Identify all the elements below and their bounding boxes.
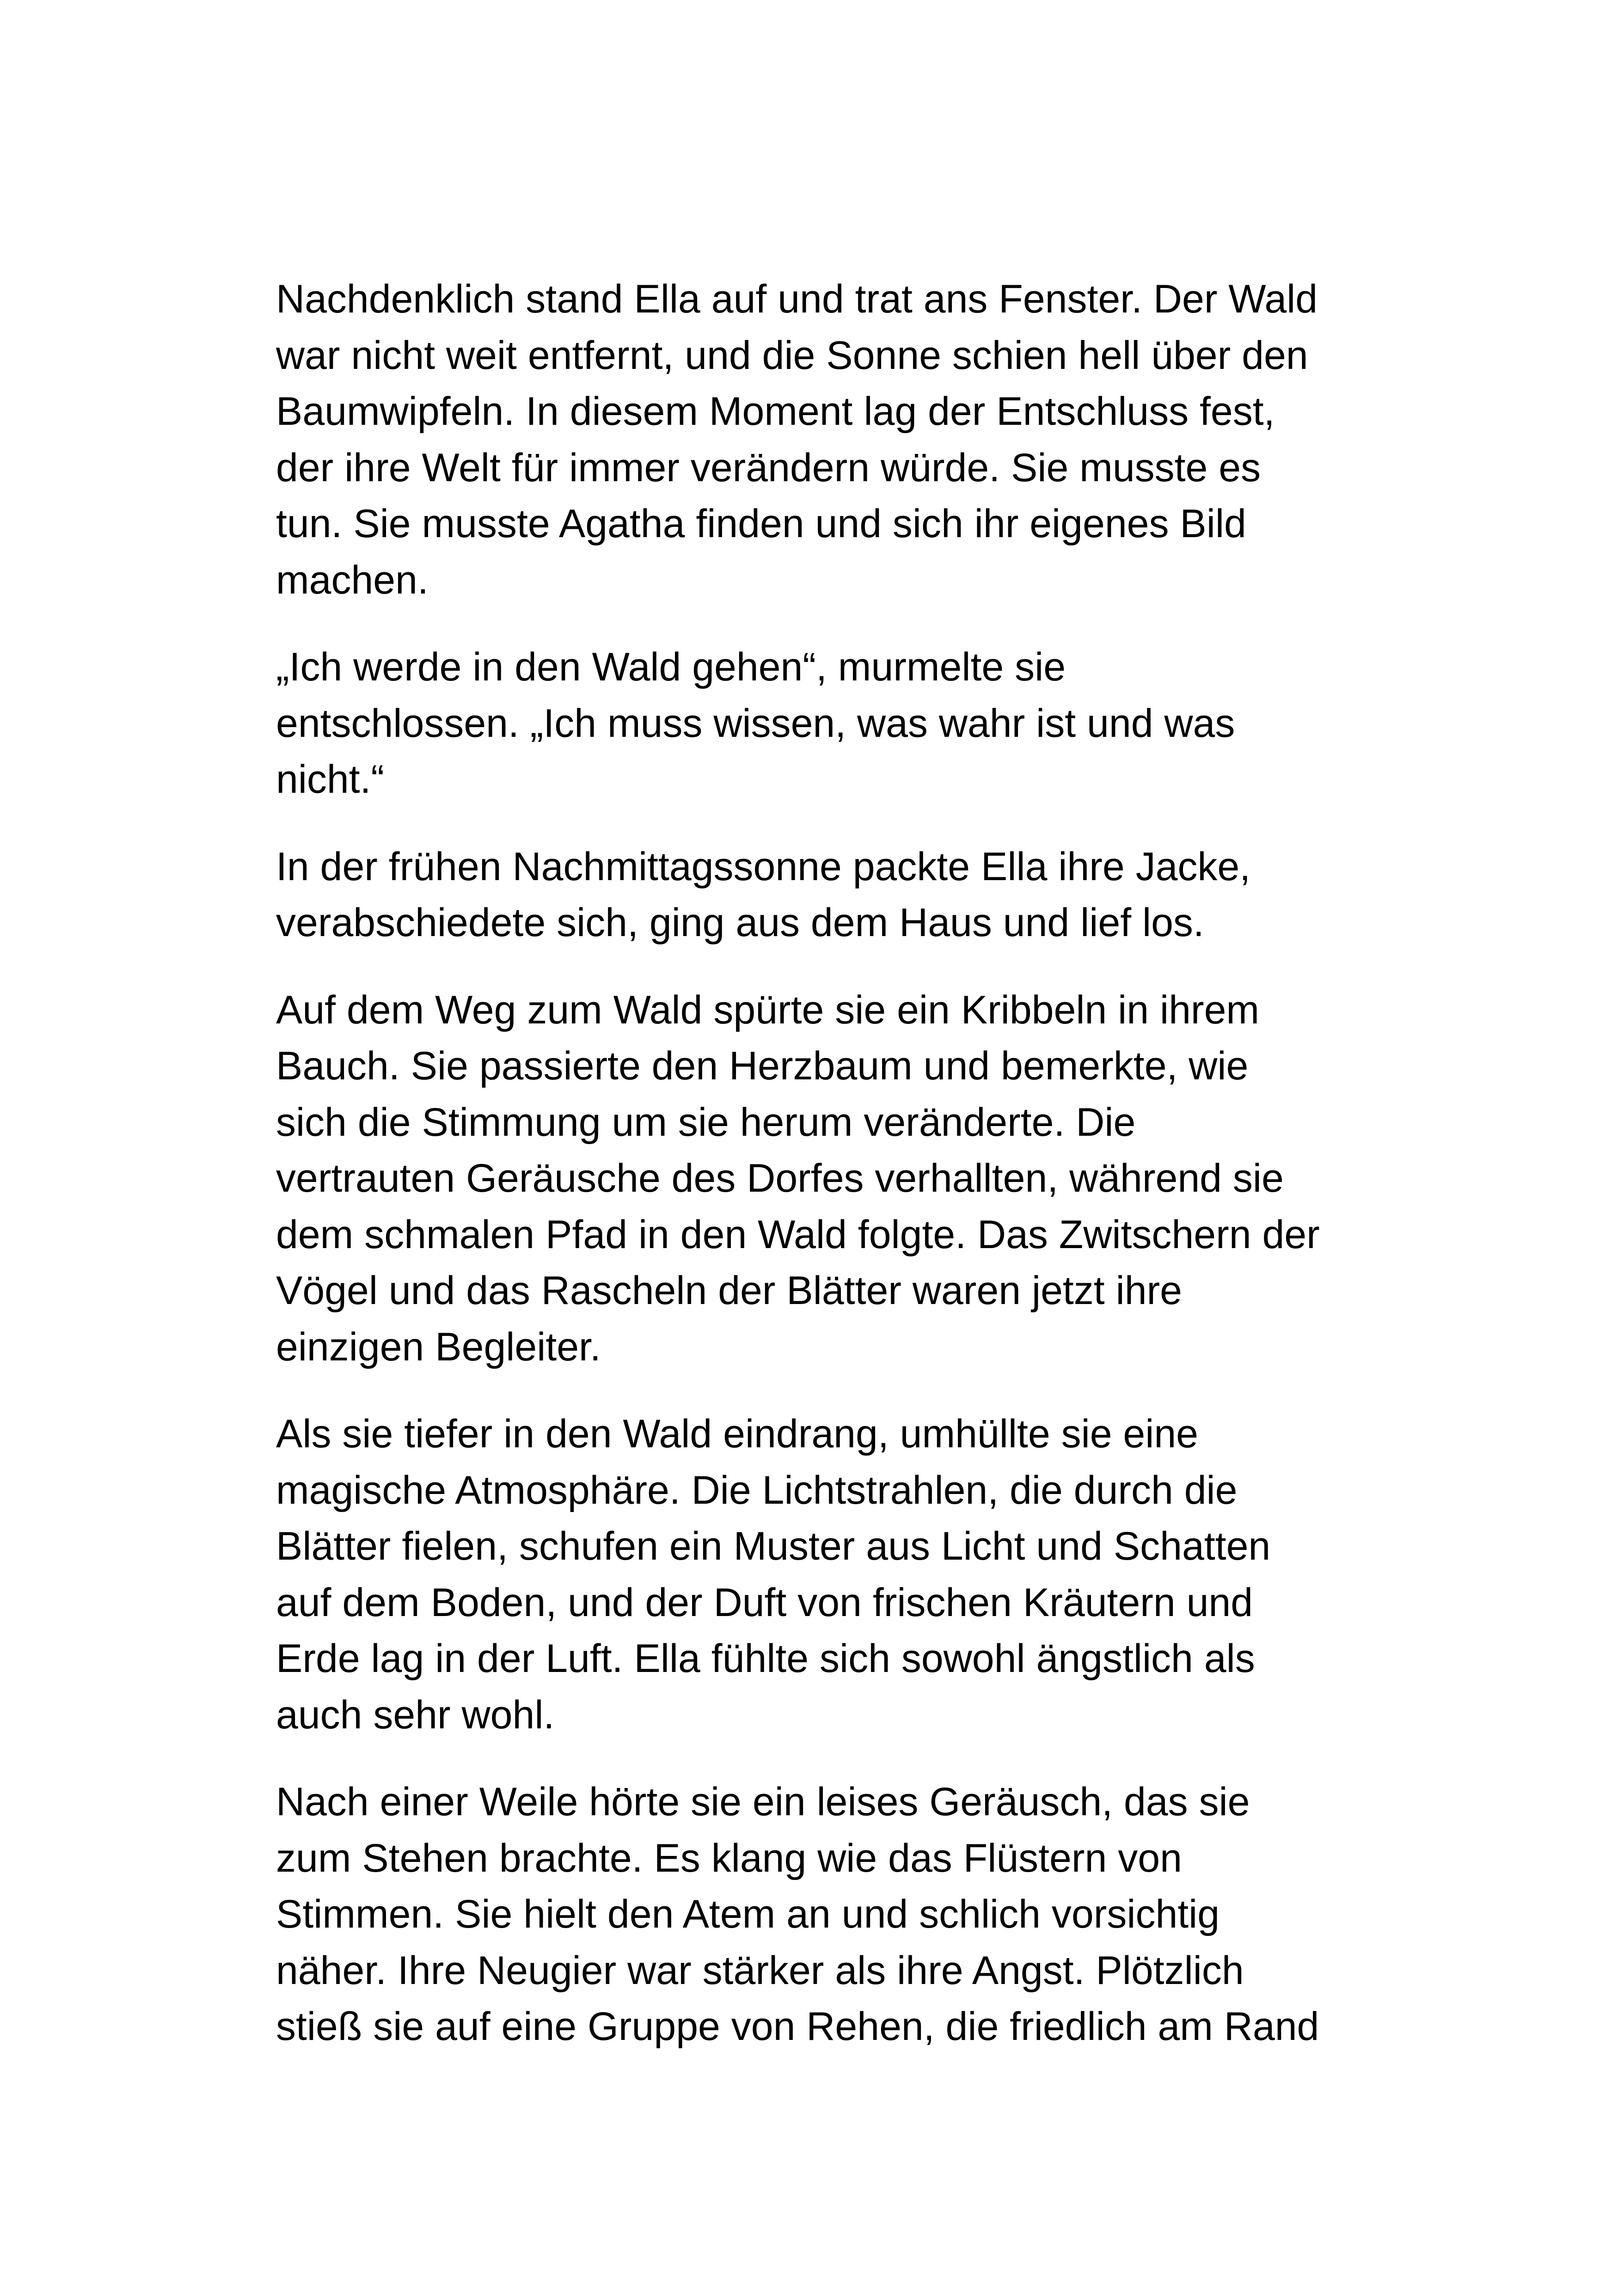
text-line: war nicht weit entfernt, und die Sonne schien hell über den <box>276 333 1308 378</box>
text-line: vertrauten Geräusche des Dorfes verhallten, während sie <box>276 1156 1284 1200</box>
text-line: nicht.“ <box>276 757 385 802</box>
text-line: auch sehr wohl. <box>276 1692 555 1737</box>
text-line: Erde lag in der Luft. Ella fühlte sich sowohl ängstlich als <box>276 1636 1255 1681</box>
text-line: einzigen Begleiter. <box>276 1324 601 1369</box>
paragraph-6 <box>276 1774 1367 2055</box>
text-line: tun. Sie musste Agatha finden und sich ihr eigenes Bild <box>276 502 1246 546</box>
text-line: der ihre Welt für immer verändern würde. Sie musste es <box>276 445 1261 490</box>
text-line: Nach einer Weile hörte sie ein leises Geräusch, das sie <box>276 1780 1250 1824</box>
text-line: näher. Ihre Neugier war stärker als ihre Angst. Plötzlich <box>276 1948 1244 1993</box>
text-line: machen. <box>276 557 429 602</box>
text-line: Als sie tiefer in den Wald eindrang, umhüllte sie eine <box>276 1412 1199 1456</box>
text-line: Auf dem Weg zum Wald spürte sie ein Kribbeln in ihrem <box>276 987 1260 1032</box>
text-line: Blätter fielen, schufen ein Muster aus Licht und Schatten <box>276 1524 1271 1568</box>
paragraph-2 <box>276 639 1367 808</box>
paragraph-5 <box>276 1406 1367 1743</box>
text-line: magische Atmosphäre. Die Lichtstrahlen, die durch die <box>276 1468 1238 1512</box>
text-line: Baumwipfeln. In diesem Moment lag der Entschluss fest, <box>276 389 1275 434</box>
text-line: „Ich werde in den Wald gehen“, murmelte sie <box>276 645 1066 689</box>
text-line: In der frühen Nachmittagssonne packte Ella ihre Jacke, <box>276 844 1251 889</box>
text-line: Stimmen. Sie hielt den Atem an und schlich vorsichtig <box>276 1892 1220 1936</box>
paragraph-1 <box>276 271 1367 608</box>
text-line: dem schmalen Pfad in den Wald folgte. Das Zwitschern der <box>276 1212 1320 1257</box>
text-line: Nachdenklich stand Ella auf und trat ans Fenster. Der Wald <box>276 277 1318 321</box>
text-line: entschlossen. „Ich muss wissen, was wahr ist und was <box>276 701 1235 746</box>
paragraph-4 <box>276 982 1367 1376</box>
paragraph-3 <box>276 839 1367 951</box>
body-text <box>276 271 1367 2086</box>
text-line: verabschiedete sich, ging aus dem Haus und lief los. <box>276 900 1204 945</box>
text-line: auf dem Boden, und der Duft von frischen Kräutern und <box>276 1580 1253 1625</box>
text-line: sich die Stimmung um sie herum veränderte. Die <box>276 1100 1136 1145</box>
text-line: Bauch. Sie passierte den Herzbaum und bemerkte, wie <box>276 1044 1249 1088</box>
text-line: Vögel und das Rascheln der Blätter waren jetzt ihre <box>276 1268 1182 1313</box>
text-line: stieß sie auf eine Gruppe von Rehen, die friedlich am Rand <box>276 2004 1319 2049</box>
text-line: zum Stehen brachte. Es klang wie das Flüstern von <box>276 1836 1182 1880</box>
